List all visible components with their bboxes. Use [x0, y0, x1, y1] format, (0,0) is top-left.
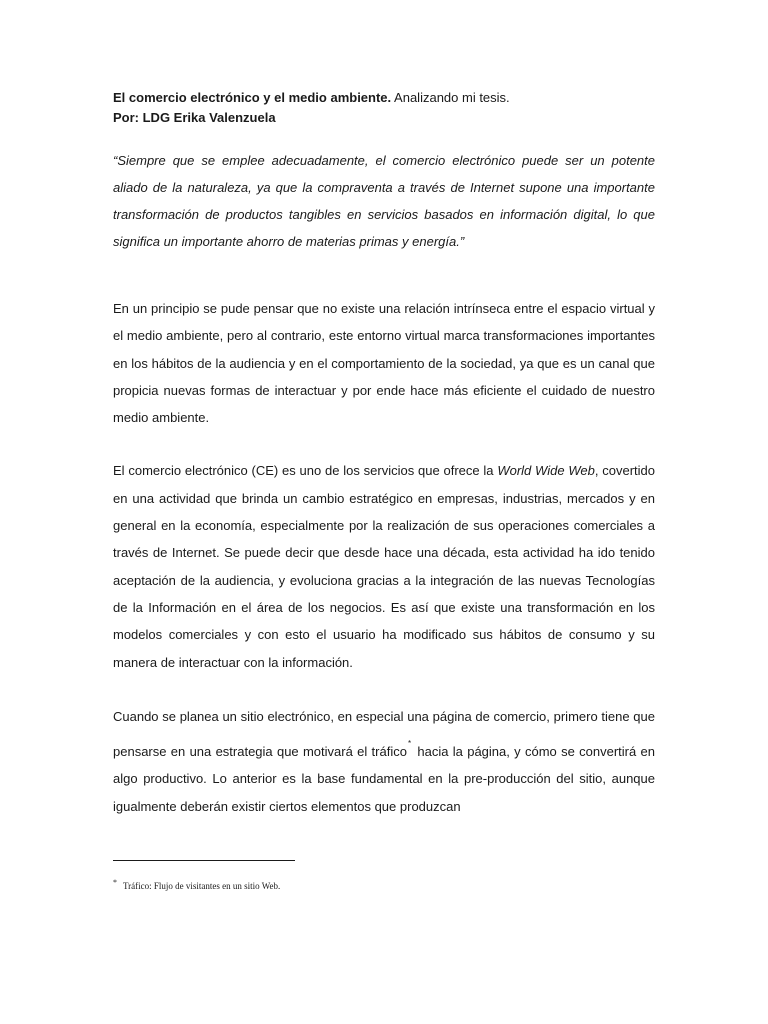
byline-text: Por: LDG Erika Valenzuela — [113, 110, 276, 125]
footnote-text: Tráfico: Flujo de visitantes en un sitio Web. — [123, 881, 281, 891]
footnote — [113, 878, 280, 891]
epigraph-quote: “Siempre que se emplee adecuadamente, el comercio electrónico puede ser un potente aliado de la naturaleza, ya que la compraventa a través de Internet supone una importante transformación de productos tangibles en servicios basados en información digital, lo que significa un importante ahorro de materias primas y energía.” — [113, 153, 655, 249]
document-title — [113, 88, 655, 108]
paragraph-3 — [113, 703, 655, 820]
footnote-symbol: * — [113, 878, 117, 887]
paragraph-2-end: , covertido en una actividad que brinda un cambio estratégico en empresas, industrias, mercados y en general en la economía, especialmente por la realización de sus operaciones comerciales a través de Internet. Se puede decir que desde hace una década, esta actividad ha ido tenido aceptación de la audiencia, y evoluciona gracias a la integración de las nuevas Tecnologías de la Información en el área de los negocios. Es así que existe una transformación en los modelos comerciales y con esto el usuario ha modificado sus hábitos de consumo y su manera de interactuar con la información. — [113, 463, 655, 670]
paragraph-1: En un principio se pude pensar que no existe una relación intrínseca entre el espacio virtual y el medio ambiente, pero al contrario, este entorno virtual marca transformaciones importantes en los hábitos de la audiencia y en el comportamiento de la sociedad, ya que es un canal que propicia nuevas formas de interactuar y por ende hace más eficiente el cuidado de nuestro medio ambiente. — [113, 301, 655, 426]
title-bold-part: El comercio electrónico y el medio ambiente. — [113, 90, 392, 105]
paragraph-2 — [113, 457, 655, 675]
footnote-reference-mark: * — [407, 739, 412, 749]
paragraph-2-italic-term: World Wide Web — [497, 463, 595, 479]
document-body — [113, 88, 655, 820]
title-rest-part: Analizando mi tesis. — [391, 90, 510, 105]
paragraph-2-start: El comercio electrónico (CE) es uno de los servicios que ofrece la — [113, 463, 498, 479]
paragraph-3-start: Cuando se planea un sitio electrónico, en especial una página de comercio, primero tiene que pensarse en una estrategia que motivará el tráfico — [113, 708, 655, 760]
paragraph-3-end: hacia la página, y cómo se convertirá en algo productivo. Lo anterior es la base fundamental en la pre-producción del sitio, aunque igualmente deberán existir ciertos elementos que produzcan — [113, 744, 655, 814]
footnote-divider — [113, 860, 295, 861]
author-byline — [113, 108, 655, 128]
